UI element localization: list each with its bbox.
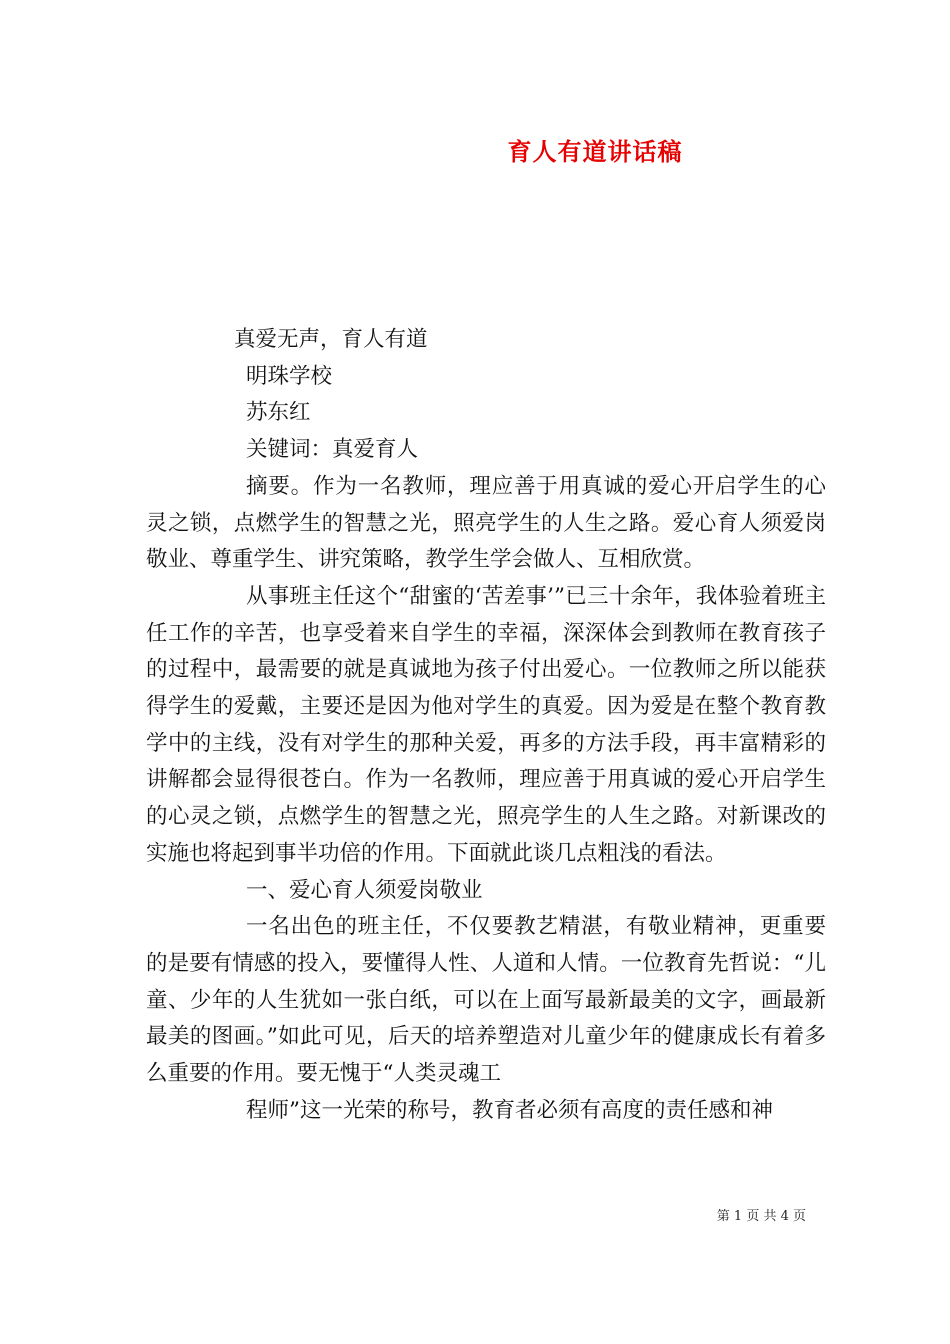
section-1-continuation: 程师”这一光荣的称号，教育者必须有高度的责任感和神	[246, 1097, 773, 1123]
document-body	[146, 322, 826, 1129]
school-name: 明珠学校	[246, 363, 333, 389]
document-title: 育人有道讲话稿	[507, 138, 683, 166]
keywords: 关键词：真爱育人	[246, 437, 419, 463]
page-number-footer: 第 1 页 共 4 页	[716, 1209, 806, 1224]
section-heading-1: 一、爱心育人须爱岗敬业	[246, 877, 483, 903]
subtitle: 真爱无声，育人有道	[234, 327, 428, 352]
abstract-paragraph: 摘要。作为一名教师，理应善于用真诚的爱心开启学生的心灵之锁，点燃学生的智慧之光，照亮学生的人生之路。爱心育人须爱岗敬业、尊重学生、讲究策略，教学生学会做人、互相欣赏。	[146, 473, 826, 573]
intro-paragraph: 从事班主任这个“甜蜜的‘苦差事’”已三十余年，我体验着班主任工作的辛苦，也享受着来自学生的幸福，深深体会到教师在教育孩子的过程中，最需要的就是真诚地为孩子付出爱心。一位教师之所以能获得学生的爱戴，主要还是因为他对学生的真爱。因为爱是在整个教育教学中的主线，没有对学生的那种关爱，再多的方法手段，再丰富精彩的讲解都会显得很苍白。作为一名教师，理应善于用真诚的爱心开启学生的心灵之锁，点燃学生的智慧之光，照亮学生的人生之路。对新课改的实施也将起到事半功倍的作用。下面就此谈几点粗浅的看法。	[146, 583, 826, 866]
section-1-paragraph: 一名出色的班主任，不仅要教艺精湛，有敬业精神，更重要的是要有情感的投入，要懂得人性、人道和人情。一位教育先哲说：“儿童、少年的人生犹如一张白纸，可以在上面写最新最美的文字，画最新最美的图画。”如此可见，后天的培养塑造对儿童少年的健康成长有着多么重要的作用。要无愧于“人类灵魂工	[146, 914, 826, 1087]
author-name: 苏东红	[246, 400, 311, 426]
